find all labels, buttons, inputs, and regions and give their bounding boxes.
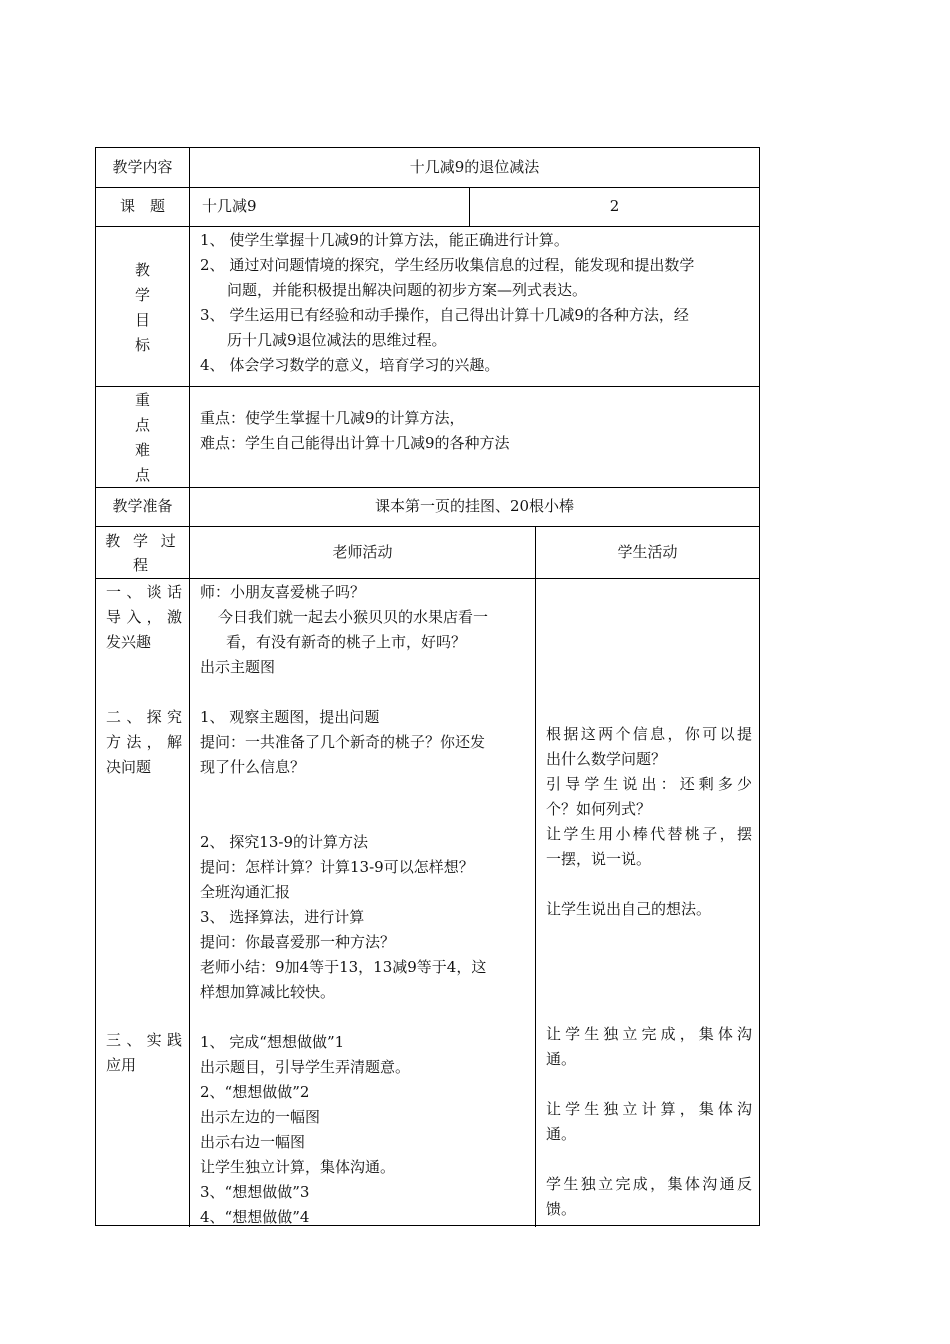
stage-1	[106, 580, 182, 655]
student-line: 引导学生说出：还剩多少	[546, 775, 752, 793]
goals-label	[96, 258, 189, 358]
column-divider	[189, 148, 190, 1227]
teacher-line: 2、“想想做做”2	[200, 1083, 310, 1101]
student-line: 让学生说出自己的想法。	[546, 900, 712, 918]
goal-text-cont: 问题，并能积极提出解决问题的初步方案—列式表达。	[227, 281, 588, 299]
teacher-line: 提问：一共准备了几个新奇的桃子？你还发	[200, 733, 486, 751]
row-divider	[96, 578, 759, 579]
goal-item	[200, 353, 755, 378]
stage-2-line: 决问题	[106, 758, 152, 776]
lesson-plan-table	[95, 147, 760, 1226]
goal-item	[200, 303, 755, 328]
teacher-line: 出示主题图	[200, 658, 276, 676]
student-line: 通。	[546, 1050, 577, 1068]
column-divider	[535, 526, 536, 1227]
teacher-header: 老师活动	[332, 542, 393, 561]
goals-list	[200, 228, 755, 378]
key-points	[200, 406, 755, 456]
prep-value: 课本第一页的挂图、20根小棒	[374, 497, 575, 515]
teacher-line: 出示右边一幅图	[200, 1133, 306, 1151]
row-divider	[96, 386, 759, 387]
prep-label: 教学准备	[112, 497, 173, 515]
student-line: 个？如何列式？	[546, 800, 652, 818]
student-line: 学生独立完成，集体沟通反	[546, 1175, 752, 1193]
goal-number: 4、	[200, 356, 225, 374]
teacher-line: 老师小结：9加4等于13，13减9等于4，这	[200, 958, 487, 976]
student-activity	[546, 722, 752, 1222]
goal-text: 通过对问题情境的探究，学生经历收集信息的过程，能发现和提出数学	[229, 256, 695, 274]
content-value: 十几减9的退位减法	[409, 158, 540, 176]
goals-label-char: 学	[134, 286, 150, 304]
key-label	[96, 388, 189, 488]
teacher-line: 1、 观察主题图，提出问题	[200, 708, 380, 726]
teacher-line: 看，有没有新奇的桃子上市，好吗？	[226, 633, 467, 651]
goal-item	[200, 253, 755, 278]
student-line: 一摆，说一说。	[546, 850, 652, 868]
key-label-char: 点	[134, 416, 150, 434]
stage-2-line: 方法，解	[106, 733, 182, 751]
stage-3-line: 三、实践	[106, 1031, 182, 1049]
stage-2-line: 二、探究	[106, 708, 182, 726]
goal-text: 使学生掌握十几减9的计算方法，能正确进行计算。	[229, 231, 569, 249]
goal-item	[200, 228, 755, 253]
goal-number: 2、	[200, 256, 225, 274]
stage-3-line: 应用	[106, 1056, 137, 1074]
teacher-line: 提问：怎样计算？计算13-9可以怎样想？	[200, 858, 474, 876]
difficult-point: 难点：学生自己能得出计算十几减9的各种方法	[200, 434, 510, 452]
teacher-line: 样想加算减比较快。	[200, 983, 336, 1001]
key-label-char: 点	[134, 466, 150, 484]
teacher-line: 出示题目，引导学生弄清题意。	[200, 1058, 411, 1076]
goals-label-char: 目	[134, 311, 150, 329]
stage-1-line: 一、谈话	[106, 583, 182, 601]
teacher-activity	[200, 580, 532, 1230]
content-label: 教学内容	[112, 158, 173, 176]
student-line: 让学生用小棒代替桃子，摆	[546, 825, 752, 843]
topic-periods: 2	[609, 197, 620, 215]
student-line: 出什么数学问题？	[546, 750, 667, 768]
teacher-line: 3、 选择算法，进行计算	[200, 908, 365, 926]
teacher-line: 提问：你最喜爱那一种方法？	[200, 933, 396, 951]
row-divider	[96, 226, 759, 227]
topic-label: 课 题	[119, 197, 165, 215]
key-label-char: 重	[134, 391, 150, 409]
teacher-line: 4、“想想做做”4	[200, 1208, 310, 1226]
stage-3	[106, 1028, 182, 1078]
teacher-line: 现了什么信息？	[200, 758, 306, 776]
student-line: 根据这两个信息，你可以提	[546, 725, 752, 743]
goals-label-char: 教	[134, 261, 150, 279]
stage-1-line: 发兴趣	[106, 633, 152, 651]
process-label: 教 学 过 程	[105, 532, 180, 574]
goal-number: 1、	[200, 231, 225, 249]
student-line: 通。	[546, 1125, 577, 1143]
goal-text-cont: 历十几减9退位减法的思维过程。	[227, 331, 447, 349]
student-header: 学生活动	[617, 542, 678, 561]
goals-label-char: 标	[134, 336, 150, 354]
stage-1-line: 导入，激	[106, 608, 182, 626]
teacher-line: 全班沟通汇报	[200, 883, 291, 901]
teacher-line: 2、 探究13-9的计算方法	[200, 833, 369, 851]
goal-text: 学生运用已有经验和动手操作，自己得出计算十几减9的各种方法，经	[229, 306, 689, 324]
key-label-char: 难	[134, 441, 150, 459]
student-line: 馈。	[546, 1200, 577, 1218]
student-line: 让学生独立完成，集体沟	[546, 1025, 752, 1043]
goal-number: 3、	[200, 306, 225, 324]
stage-2	[106, 705, 182, 780]
teacher-line: 1、 完成“想想做做”1	[200, 1033, 345, 1051]
teacher-line: 师：小朋友喜爱桃子吗？	[200, 583, 366, 601]
topic-value: 十几减9	[202, 197, 257, 215]
teacher-line: 让学生独立计算，集体沟通。	[200, 1158, 396, 1176]
key-point: 重点：使学生掌握十几减9的计算方法，	[200, 409, 465, 427]
student-line: 让学生独立计算，集体沟	[546, 1100, 752, 1118]
teacher-line: 出示左边的一幅图	[200, 1108, 321, 1126]
goal-text: 体会学习数学的意义，培育学习的兴趣。	[229, 356, 500, 374]
teacher-line: 3、“想想做做”3	[200, 1183, 310, 1201]
teacher-line: 今日我们就一起去小猴贝贝的水果店看一	[218, 608, 489, 626]
